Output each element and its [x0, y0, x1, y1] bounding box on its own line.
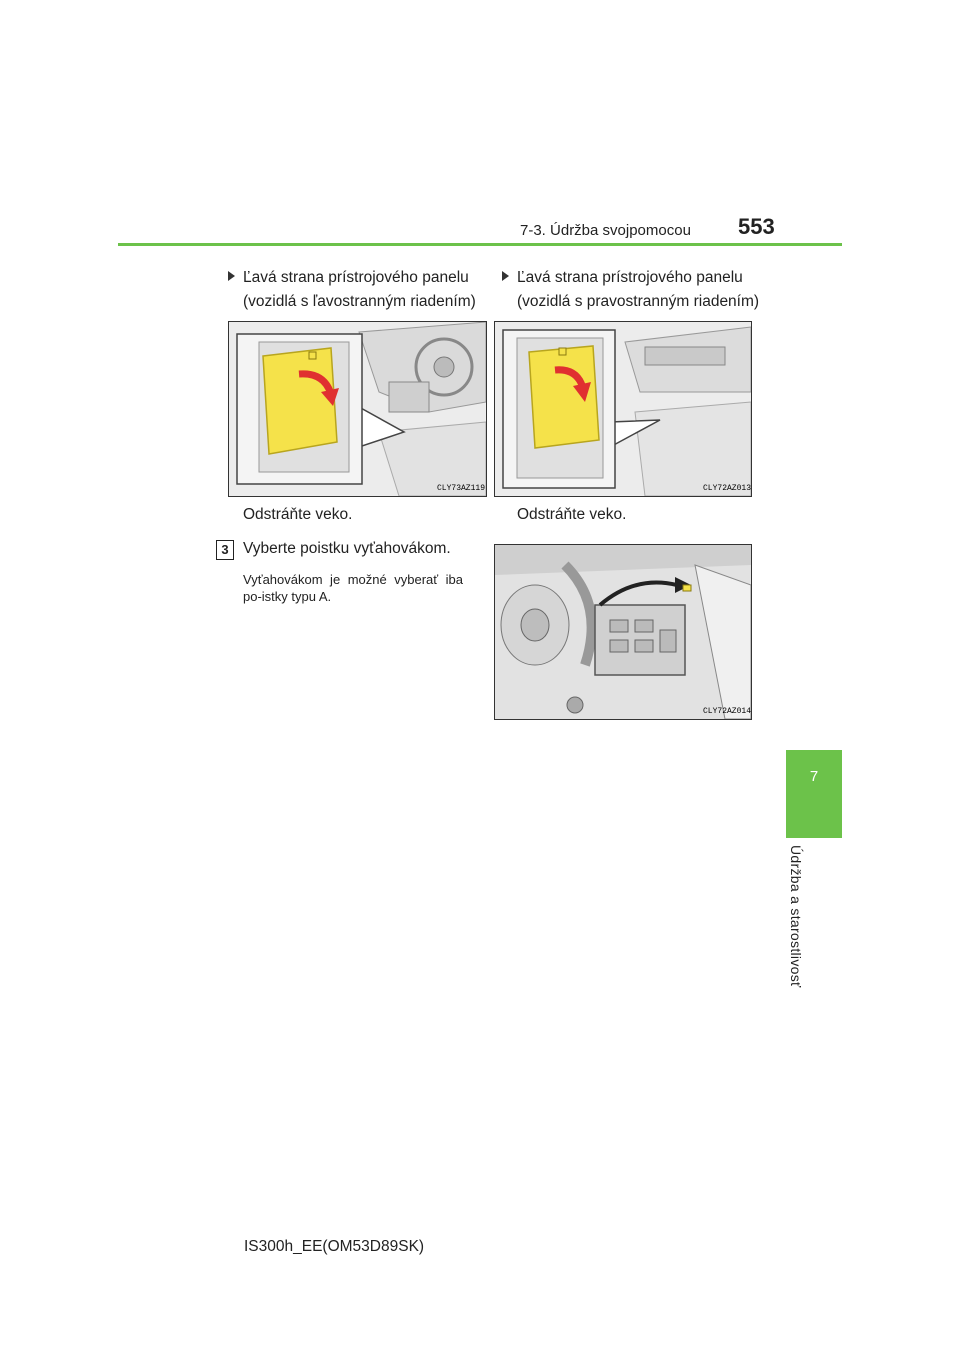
- fuse-cover: [529, 346, 599, 448]
- step-instruction: Vyberte poistku vyťahovákom.: [243, 540, 451, 557]
- left-bullet: [228, 266, 476, 314]
- left-bullet-line2: (vozidlá s ľavostranným riadením): [243, 293, 476, 310]
- figure-engine-bay: [494, 544, 752, 720]
- figure-code-engine: CLY72AZ014: [703, 707, 751, 716]
- fuse-puller-icon: [683, 585, 691, 591]
- fuse-cover: [263, 348, 337, 454]
- right-bullet-line2: (vozidlá s pravostranným riadením): [517, 293, 760, 310]
- caption-right: Odstráňte veko.: [517, 506, 627, 523]
- engine-bay-illustration: [495, 545, 751, 719]
- header-rule: [118, 243, 842, 246]
- right-bullet: [502, 266, 759, 314]
- chapter-number: 7: [809, 768, 819, 785]
- figure-left-cover: [228, 321, 487, 497]
- bullet-arrow-icon: [502, 271, 509, 281]
- dashboard-illustration-right: [495, 322, 751, 496]
- section-title: 7-3. Údržba svojpomocou: [520, 222, 691, 239]
- bullet-arrow-icon: [228, 271, 235, 281]
- step-number-badge: 3: [216, 540, 234, 560]
- page-number: 553: [738, 214, 775, 239]
- figure-code-left: CLY73AZ119: [437, 484, 486, 493]
- right-bullet-line1: Ľavá strana prístrojového panelu: [517, 269, 743, 286]
- left-bullet-line1: Ľavá strana prístrojového panelu: [243, 269, 469, 286]
- figure-code-right: CLY72AZ013: [703, 484, 751, 493]
- model-code: IS300h_EE(OM53D89SK): [244, 1238, 425, 1255]
- figure-right-cover: [494, 321, 752, 497]
- dashboard-illustration-left: [229, 322, 486, 496]
- caption-left: Odstráňte veko.: [243, 506, 353, 523]
- step-note: Vyťahovákom je možné vyberať iba po-istky typu A.: [243, 572, 463, 604]
- chapter-title: Údržba a starostlivosť: [788, 845, 804, 988]
- chapter-tab: [786, 750, 842, 838]
